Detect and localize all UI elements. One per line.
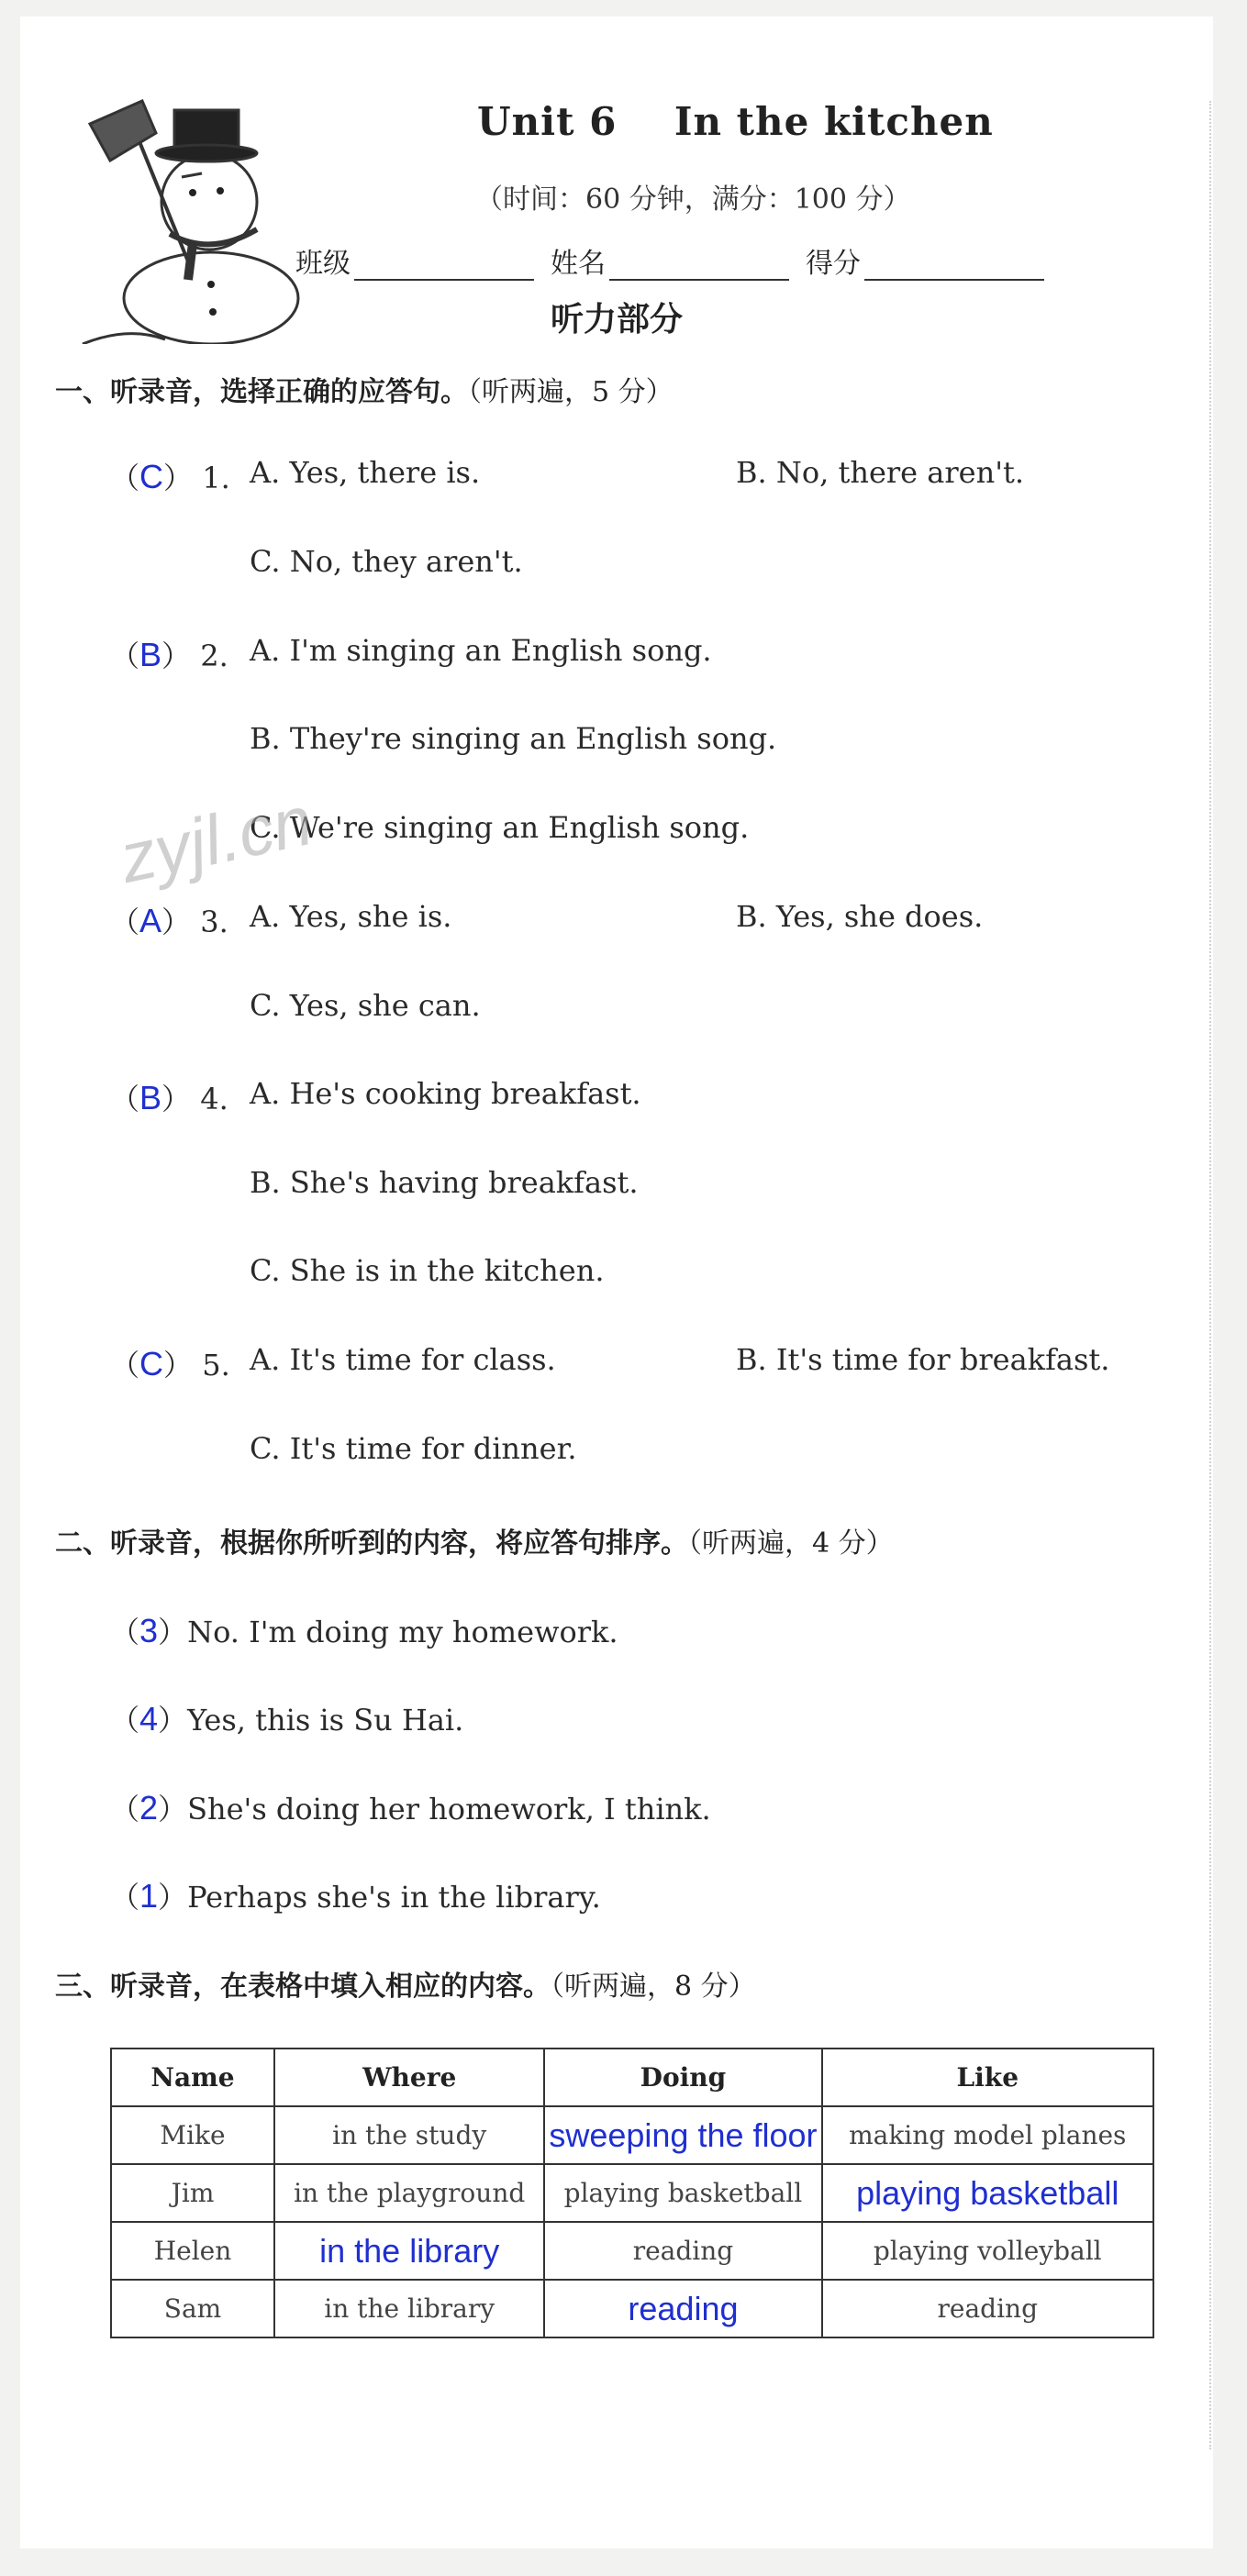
order-answer-3: 2 xyxy=(139,1789,159,1827)
column-header: Doing xyxy=(544,2049,821,2106)
doing-answer-cell: reading xyxy=(544,2280,821,2337)
doing-cell: reading xyxy=(544,2222,821,2280)
q5-answer: C xyxy=(139,1345,164,1382)
q2-row: （B） 2. xyxy=(110,636,228,673)
q4-row: （B） 4. xyxy=(110,1079,228,1116)
q5-option-a: A. It's time for class. xyxy=(250,1342,556,1377)
part1-heading: 一、听录音，选择正确的应答句。（听两遍，5 分） xyxy=(55,376,674,408)
where-cell: in the study xyxy=(274,2106,544,2164)
class-label: 班级 xyxy=(295,248,351,280)
column-header: Name xyxy=(111,2049,274,2106)
q1-option-b: B. No, there aren't. xyxy=(736,455,1025,490)
q3-row: （A） 3. xyxy=(110,902,228,939)
doing-cell: playing basketball xyxy=(544,2164,821,2222)
column-header: Like xyxy=(822,2049,1153,2106)
order-item: （4）Yes, this is Su Hai. xyxy=(110,1700,464,1738)
like-cell: playing volleyball xyxy=(822,2222,1153,2280)
order-item: （2）She's doing her homework, I think. xyxy=(110,1789,711,1827)
q4-answer: B xyxy=(139,1079,162,1116)
like-cell: reading xyxy=(822,2280,1153,2337)
name-cell: Jim xyxy=(111,2164,274,2222)
order-answer-1: 3 xyxy=(139,1612,159,1649)
q3-option-a: A. Yes, she is. xyxy=(250,899,452,934)
snowman-illustration xyxy=(73,96,312,344)
column-header: Where xyxy=(274,2049,544,2106)
q5-option-c: C. It's time for dinner. xyxy=(250,1431,577,1466)
q1-row: （C） 1. xyxy=(110,458,230,495)
q1-option-a: A. Yes, there is. xyxy=(250,455,481,490)
q4-option-b: B. She's having breakfast. xyxy=(250,1165,639,1200)
q2-option-a: A. I'm singing an English song. xyxy=(250,633,712,668)
order-item: （3）No. I'm doing my homework. xyxy=(110,1612,618,1649)
q2-answer: B xyxy=(139,636,162,673)
fill-in-table xyxy=(110,2048,1154,2338)
q5-row: （C） 5. xyxy=(110,1345,230,1382)
score-field[interactable] xyxy=(864,251,1044,281)
q1-option-c: C. No, they aren't. xyxy=(250,544,523,579)
listening-section-title: 听力部分 xyxy=(551,300,684,339)
name-cell: Helen xyxy=(111,2222,274,2280)
like-cell: making model planes xyxy=(822,2106,1153,2164)
where-cell: in the playground xyxy=(274,2164,544,2222)
order-item: （1）Perhaps she's in the library. xyxy=(110,1877,601,1915)
name-field[interactable] xyxy=(609,251,789,281)
class-field[interactable] xyxy=(354,251,534,281)
table-row xyxy=(111,2106,1153,2164)
like-answer-cell: playing basketball xyxy=(822,2164,1153,2222)
exam-duration: （时间：60 分钟，满分：100 分） xyxy=(475,183,911,216)
name-cell: Mike xyxy=(111,2106,274,2164)
unit-title: Unit 6 In the kitchen xyxy=(477,99,994,144)
student-info-row xyxy=(295,240,1061,281)
where-answer-cell: in the library xyxy=(274,2222,544,2280)
table-row xyxy=(111,2164,1153,2222)
part2-heading: 二、听录音，根据你所听到的内容，将应答句排序。（听两遍，4 分） xyxy=(55,1527,894,1560)
order-answer-2: 4 xyxy=(139,1700,159,1738)
where-cell: in the library xyxy=(274,2280,544,2337)
name-cell: Sam xyxy=(111,2280,274,2337)
score-label: 得分 xyxy=(806,248,861,280)
q2-option-c: C. We're singing an English song. xyxy=(250,810,750,845)
page-edge-divider xyxy=(1209,101,1211,2449)
table-header-row xyxy=(111,2049,1153,2106)
watermark: zyjl.cn xyxy=(113,781,319,899)
part3-heading: 三、听录音，在表格中填入相应的内容。（听两遍，8 分） xyxy=(55,1971,756,2003)
name-label: 姓名 xyxy=(551,248,606,280)
q4-option-a: A. He's cooking breakfast. xyxy=(250,1076,641,1111)
order-answer-4: 1 xyxy=(139,1877,159,1915)
q5-option-b: B. It's time for breakfast. xyxy=(736,1342,1110,1377)
doing-answer-cell: sweeping the floor xyxy=(544,2106,821,2164)
q3-option-c: C. Yes, she can. xyxy=(250,988,481,1023)
q2-option-b: B. They're singing an English song. xyxy=(250,721,777,756)
q1-answer: C xyxy=(139,458,164,495)
table-row xyxy=(111,2222,1153,2280)
q3-answer: A xyxy=(139,902,162,939)
q4-option-c: C. She is in the kitchen. xyxy=(250,1253,605,1288)
table-row xyxy=(111,2280,1153,2337)
q3-option-b: B. Yes, she does. xyxy=(736,899,984,934)
